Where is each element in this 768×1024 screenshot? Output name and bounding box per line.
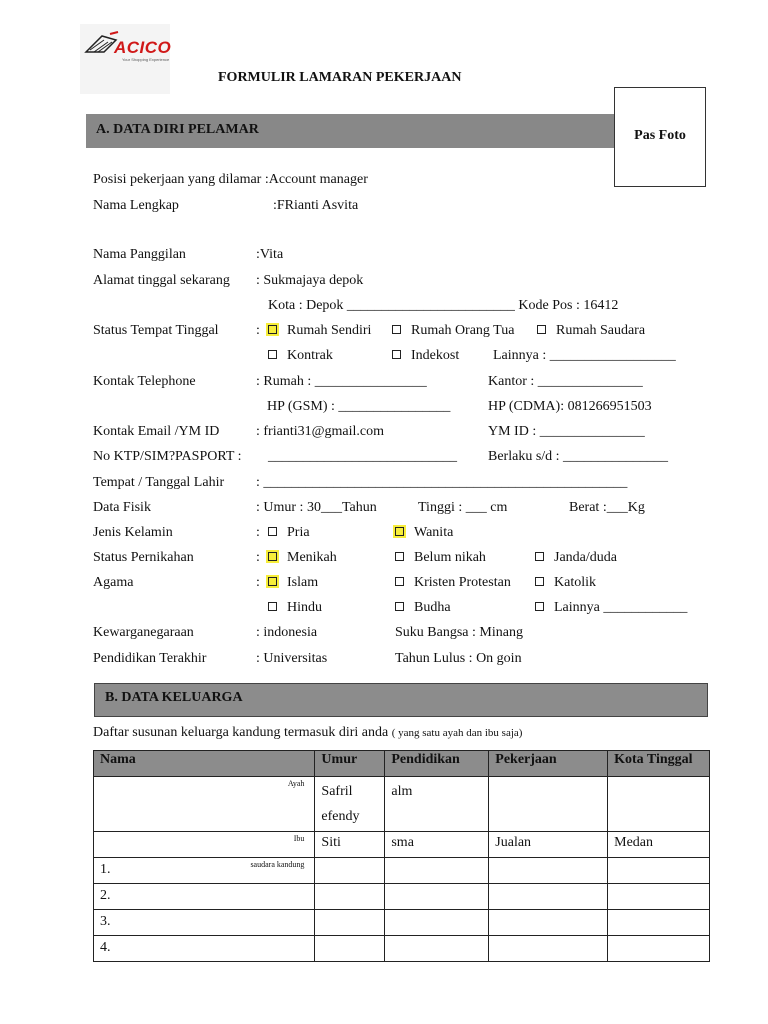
checkbox-icon[interactable] [268,350,277,359]
colon: : [256,550,260,565]
option-rumah-saudara[interactable] [537,323,645,339]
option-label: Hindu [287,600,322,615]
ymid-field[interactable]: YM ID : _______________ [488,424,645,439]
cell-nama-saudara-4[interactable] [94,936,315,962]
option-hindu[interactable] [268,600,322,616]
cell-nama-ibu[interactable] [94,832,315,858]
cell-umur[interactable] [315,936,385,962]
family-intro-note: ( yang satu ayah dan ibu saja) [391,727,523,739]
checkbox-icon[interactable] [268,602,277,611]
panggilan-value[interactable]: :Vita [256,247,284,262]
hp-gsm[interactable]: HP (GSM) : ________________ [267,399,451,414]
option-janda[interactable] [535,550,617,566]
ibu-umur: Siti [321,835,341,850]
posisi-line: Posisi pekerjaan yang dilamar :Account manager [93,172,368,187]
cell-nama-ayah[interactable] [94,777,315,832]
berat-field[interactable]: Berat :___Kg [569,500,645,515]
saudara-label: saudara kandung [250,860,305,869]
logo-text: ACICO [114,38,172,57]
option-label: Budha [414,600,451,615]
option-label: Islam [287,575,319,590]
pendidikan-value[interactable]: : Universitas [256,651,328,666]
option-lainnya-agama[interactable] [535,600,687,616]
email-value[interactable]: : frianti31@gmail.com [256,424,384,439]
col-pendidikan: Pendidikan [385,751,489,777]
option-label: Wanita [414,525,454,540]
cell-pendidikan[interactable] [385,884,489,910]
suku-field[interactable]: Suku Bangsa : Minang [395,625,523,640]
nikah-label: Status Pernikahan [93,550,194,565]
option-kontrak[interactable] [268,348,333,364]
table-row [94,858,710,884]
logo-tagline: Your Shopping Experience [122,57,170,62]
nama-value[interactable]: :FRianti Asvita [273,198,359,213]
nama-label: Nama Lengkap [93,198,179,213]
cell-kota[interactable] [608,777,710,832]
cell-pekerjaan[interactable] [489,936,608,962]
rumah-phone[interactable]: : Rumah : ________________ [256,374,427,389]
warga-label: Kewarganegaraan [93,625,194,640]
hp-cdma[interactable]: HP (CDMA): 081266951503 [488,399,652,414]
cell-umur[interactable] [315,910,385,936]
checkbox-icon[interactable] [535,577,544,586]
option-label: Katolik [554,575,596,590]
colon: : [256,323,260,338]
table-row [94,884,710,910]
option-label: Menikah [287,550,337,565]
option-islam[interactable] [266,575,318,591]
cell-pekerjaan[interactable] [489,910,608,936]
ibu-kota: Medan [614,835,654,850]
cell-pendidikan[interactable] [385,910,489,936]
option-kristen[interactable] [395,575,511,591]
ibu-pekerjaan: Jualan [495,835,532,850]
table-row [94,777,710,832]
checkbox-icon[interactable] [266,323,279,336]
table-row [94,910,710,936]
option-label: Rumah Saudara [556,323,646,338]
ayah-label: Ayah [287,779,305,788]
checkbox-icon[interactable] [266,575,279,588]
cell-pendidikan[interactable] [385,832,489,858]
ktp-label: No KTP/SIM?PASPORT : [93,449,242,464]
section-b-title: B. DATA KELUARGA [105,690,243,705]
col-kota: Kota Tinggal [608,751,710,777]
checkbox-icon[interactable] [392,350,401,359]
ayah-pendidikan: alm [391,784,413,799]
cell-umur[interactable] [315,884,385,910]
family-table [93,750,710,962]
section-b-header [94,683,708,717]
section-a-header [86,114,614,148]
cell-pekerjaan[interactable] [489,832,608,858]
checkbox-icon[interactable] [392,325,401,334]
option-menikah[interactable] [266,550,337,566]
lainnya-tinggal[interactable]: Lainnya : __________________ [493,348,676,363]
pendidikan-label: Pendidikan Terakhir [93,651,207,666]
colon: : [256,575,260,590]
checkbox-icon[interactable] [395,577,404,586]
ayah-umur: Safril efendy [321,784,360,824]
option-label: Pria [287,525,310,540]
telephone-label: Kontak Telephone [93,374,196,389]
option-katolik[interactable] [535,575,596,591]
option-label: Janda/duda [554,550,617,565]
cell-kota[interactable] [608,936,710,962]
status-tinggal-label: Status Tempat Tinggal [93,323,219,338]
cell-nama-saudara-3[interactable] [94,910,315,936]
option-label: Rumah Orang Tua [411,323,515,338]
lulus-field[interactable]: Tahun Lulus : On goin [395,651,522,666]
company-logo [80,24,170,94]
row-number: 1. [100,862,111,877]
ayah-pekerjaan [489,777,607,781]
cell-kota[interactable] [608,884,710,910]
cell-kota[interactable] [608,858,710,884]
checkbox-icon[interactable] [395,602,404,611]
col-umur: Umur [315,751,385,777]
option-rumah-sendiri[interactable] [266,323,371,339]
option-rumah-ortu[interactable] [392,323,514,339]
cell-kota[interactable] [608,832,710,858]
option-belum-nikah[interactable] [395,550,486,566]
ttl-value[interactable]: : ____________________________________________________ [256,475,628,490]
cell-pekerjaan[interactable] [489,884,608,910]
tinggi-field[interactable]: Tinggi : ___ cm [418,500,508,515]
family-intro-text: Daftar susunan keluarga kandung termasuk diri anda [93,725,389,740]
cell-umur[interactable] [315,777,385,832]
cell-umur[interactable] [315,832,385,858]
warga-value[interactable]: : indonesia [256,625,318,640]
checkbox-icon[interactable] [268,527,277,536]
cell-nama-saudara-1[interactable] [94,858,315,884]
row-number: 4. [100,940,111,955]
option-label: Indekost [411,348,460,363]
table-row [94,832,710,858]
ttl-label: Tempat / Tanggal Lahir [93,475,225,490]
ibu-label: Ibu [293,834,305,843]
option-label: Kristen Protestan [414,575,511,590]
family-intro [93,725,522,741]
cell-nama-saudara-2[interactable] [94,884,315,910]
ktp-value[interactable]: ___________________________ [268,449,457,464]
photo-box [614,87,706,187]
checkbox-icon[interactable] [266,550,279,563]
checkbox-icon[interactable] [395,552,404,561]
row-number: 3. [100,914,111,929]
cell-pendidikan[interactable] [385,777,489,832]
kota-line[interactable]: Kota : Depok ________________________ Kode Pos : 16412 [268,298,619,313]
section-a-title: A. DATA DIRI PELAMAR [96,122,259,137]
cell-pendidikan[interactable] [385,858,489,884]
row-number: 2. [100,888,111,903]
cell-pendidikan[interactable] [385,936,489,962]
umur-field[interactable]: : Umur : 30___Tahun [256,500,377,515]
agama-label: Agama [93,575,134,590]
panggilan-label: Nama Panggilan [93,247,186,262]
ayah-kota [608,777,709,781]
table-header-row [94,751,710,777]
option-indekost[interactable] [392,348,459,364]
photo-label: Pas Foto [634,128,686,143]
checkbox-icon[interactable] [535,602,544,611]
form-title: FORMULIR LAMARAN PEKERJAAN [218,70,462,85]
fisik-label: Data Fisik [93,500,151,515]
cell-pekerjaan[interactable] [489,858,608,884]
option-label: Lainnya ____________ [554,600,688,615]
email-label: Kontak Email /YM ID [93,424,220,439]
checkbox-icon[interactable] [537,325,546,334]
option-pria[interactable] [268,525,310,541]
col-pekerjaan: Pekerjaan [489,751,608,777]
table-row [94,936,710,962]
option-wanita[interactable] [393,525,453,541]
berlaku-field[interactable]: Berlaku s/d : _______________ [488,449,669,464]
colon: : [256,525,260,540]
cell-umur[interactable] [315,858,385,884]
option-label: Belum nikah [414,550,486,565]
jk-label: Jenis Kelamin [93,525,173,540]
col-nama: Nama [94,751,315,777]
cell-kota[interactable] [608,910,710,936]
option-label: Rumah Sendiri [287,323,372,338]
kantor-phone[interactable]: Kantor : _______________ [488,374,643,389]
alamat-label: Alamat tinggal sekarang [93,273,230,288]
checkbox-icon[interactable] [393,525,406,538]
cell-pekerjaan[interactable] [489,777,608,832]
alamat-value[interactable]: : Sukmajaya depok [256,273,364,288]
ibu-pendidikan: sma [391,835,414,850]
option-budha[interactable] [395,600,451,616]
checkbox-icon[interactable] [535,552,544,561]
option-label: Kontrak [287,348,333,363]
